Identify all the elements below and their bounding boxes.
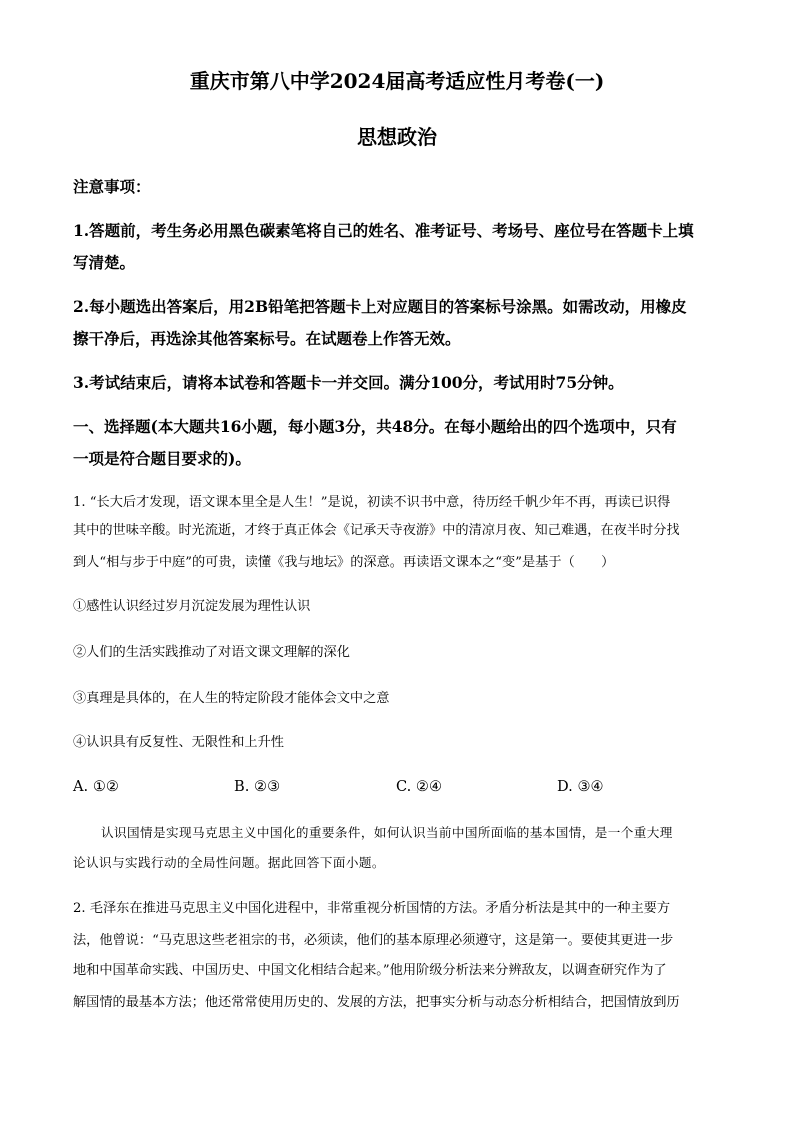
question-1-option-a: A. ①② <box>73 778 119 795</box>
question-1-statement-3: ③真理是具体的，在人生的特定阶段才能体会文中之意 <box>73 691 390 706</box>
question-1-line-3: 到人“相与步于中庭”的可贵，读懂《我与地坛》的深意。再读语文课本之“变”是基于（ ） <box>73 555 615 570</box>
question-1-statement-4: ④认识具有反复性、无限性和上升性 <box>73 735 284 750</box>
question-1-statement-1: ①感性认识经过岁月沉淀发展为理性认识 <box>73 599 311 614</box>
question-1-option-d: D. ③④ <box>557 778 604 795</box>
question-1-option-b: B. ②③ <box>234 778 281 795</box>
intro-line-2: 论认识与实践行动的全局性问题。据此回答下面小题。 <box>73 855 385 870</box>
question-2-line-2: 法，他曾说：“马克思这些老祖宗的书，必须读，他们的基本原理必须遵守，这是第一。要使其更进一步 <box>73 933 674 948</box>
question-1-option-c: C. ②④ <box>396 778 443 795</box>
question-1-statement-2: ②人们的生活实践推动了对语文课文理解的深化 <box>73 645 350 660</box>
section-heading-line-1: 一、选择题(本大题共16小题，每小题3分，共48分。在每小题给出的四个选项中，只有 <box>73 417 677 436</box>
question-2-line-3: 地和中国革命实践、中国历史、中国文化相结合起来。”他用阶级分析法来分辨敌友，以调查研究作为了 <box>73 963 667 978</box>
intro-line-1: 认识国情是实现马克思主义中国化的重要条件，如何认识当前中国所面临的基本国情，是一个重大理 <box>101 825 673 840</box>
notice-item-2-line-2: 擦干净后，再选涂其他答案标号。在试题卷上作答无效。 <box>73 329 461 348</box>
notice-heading: 注意事项： <box>73 177 151 196</box>
notice-item-3: 3.考试结束后，请将本试卷和答题卡一并交回。满分100分，考试用时75分钟。 <box>73 373 624 392</box>
notice-item-1-line-1: 1.答题前，考生务必用黑色碳素笔将自己的姓名、准考证号、考场号、座位号在答题卡上填 <box>73 221 694 240</box>
exam-title: 重庆市第八中学2024届高考适应性月考卷(一) <box>189 69 605 93</box>
question-1-line-2: 其中的世味辛酸。时光流逝，才终于真正体会《记承天寺夜游》中的清凉月夜、知己难遇，在夜半时分找 <box>73 523 680 538</box>
notice-item-2-line-1: 2.每小题选出答案后，用2B铅笔把答题卡上对应题目的答案标号涂黑。如需改动，用橡皮 <box>73 297 687 316</box>
subject-title: 思想政治 <box>357 125 437 149</box>
question-2-line-1: 2. 毛泽东在推进马克思主义中国化进程中，非常重视分析国情的方法。矛盾分析法是其中的一种主要方 <box>73 901 671 916</box>
section-heading-line-2: 一项是符合题目要求的)。 <box>73 449 251 468</box>
question-1-line-1: 1. “长大后才发现，语文课本里全是人生！”是说，初读不识书中意，待历经千帆少年不再，再读已识得 <box>73 495 671 510</box>
notice-item-1-line-2: 写清楚。 <box>73 253 136 272</box>
question-2-line-4: 解国情的最基本方法；他还常常使用历史的、发展的方法，把事实分析与动态分析相结合，把国情放到历 <box>73 995 680 1010</box>
